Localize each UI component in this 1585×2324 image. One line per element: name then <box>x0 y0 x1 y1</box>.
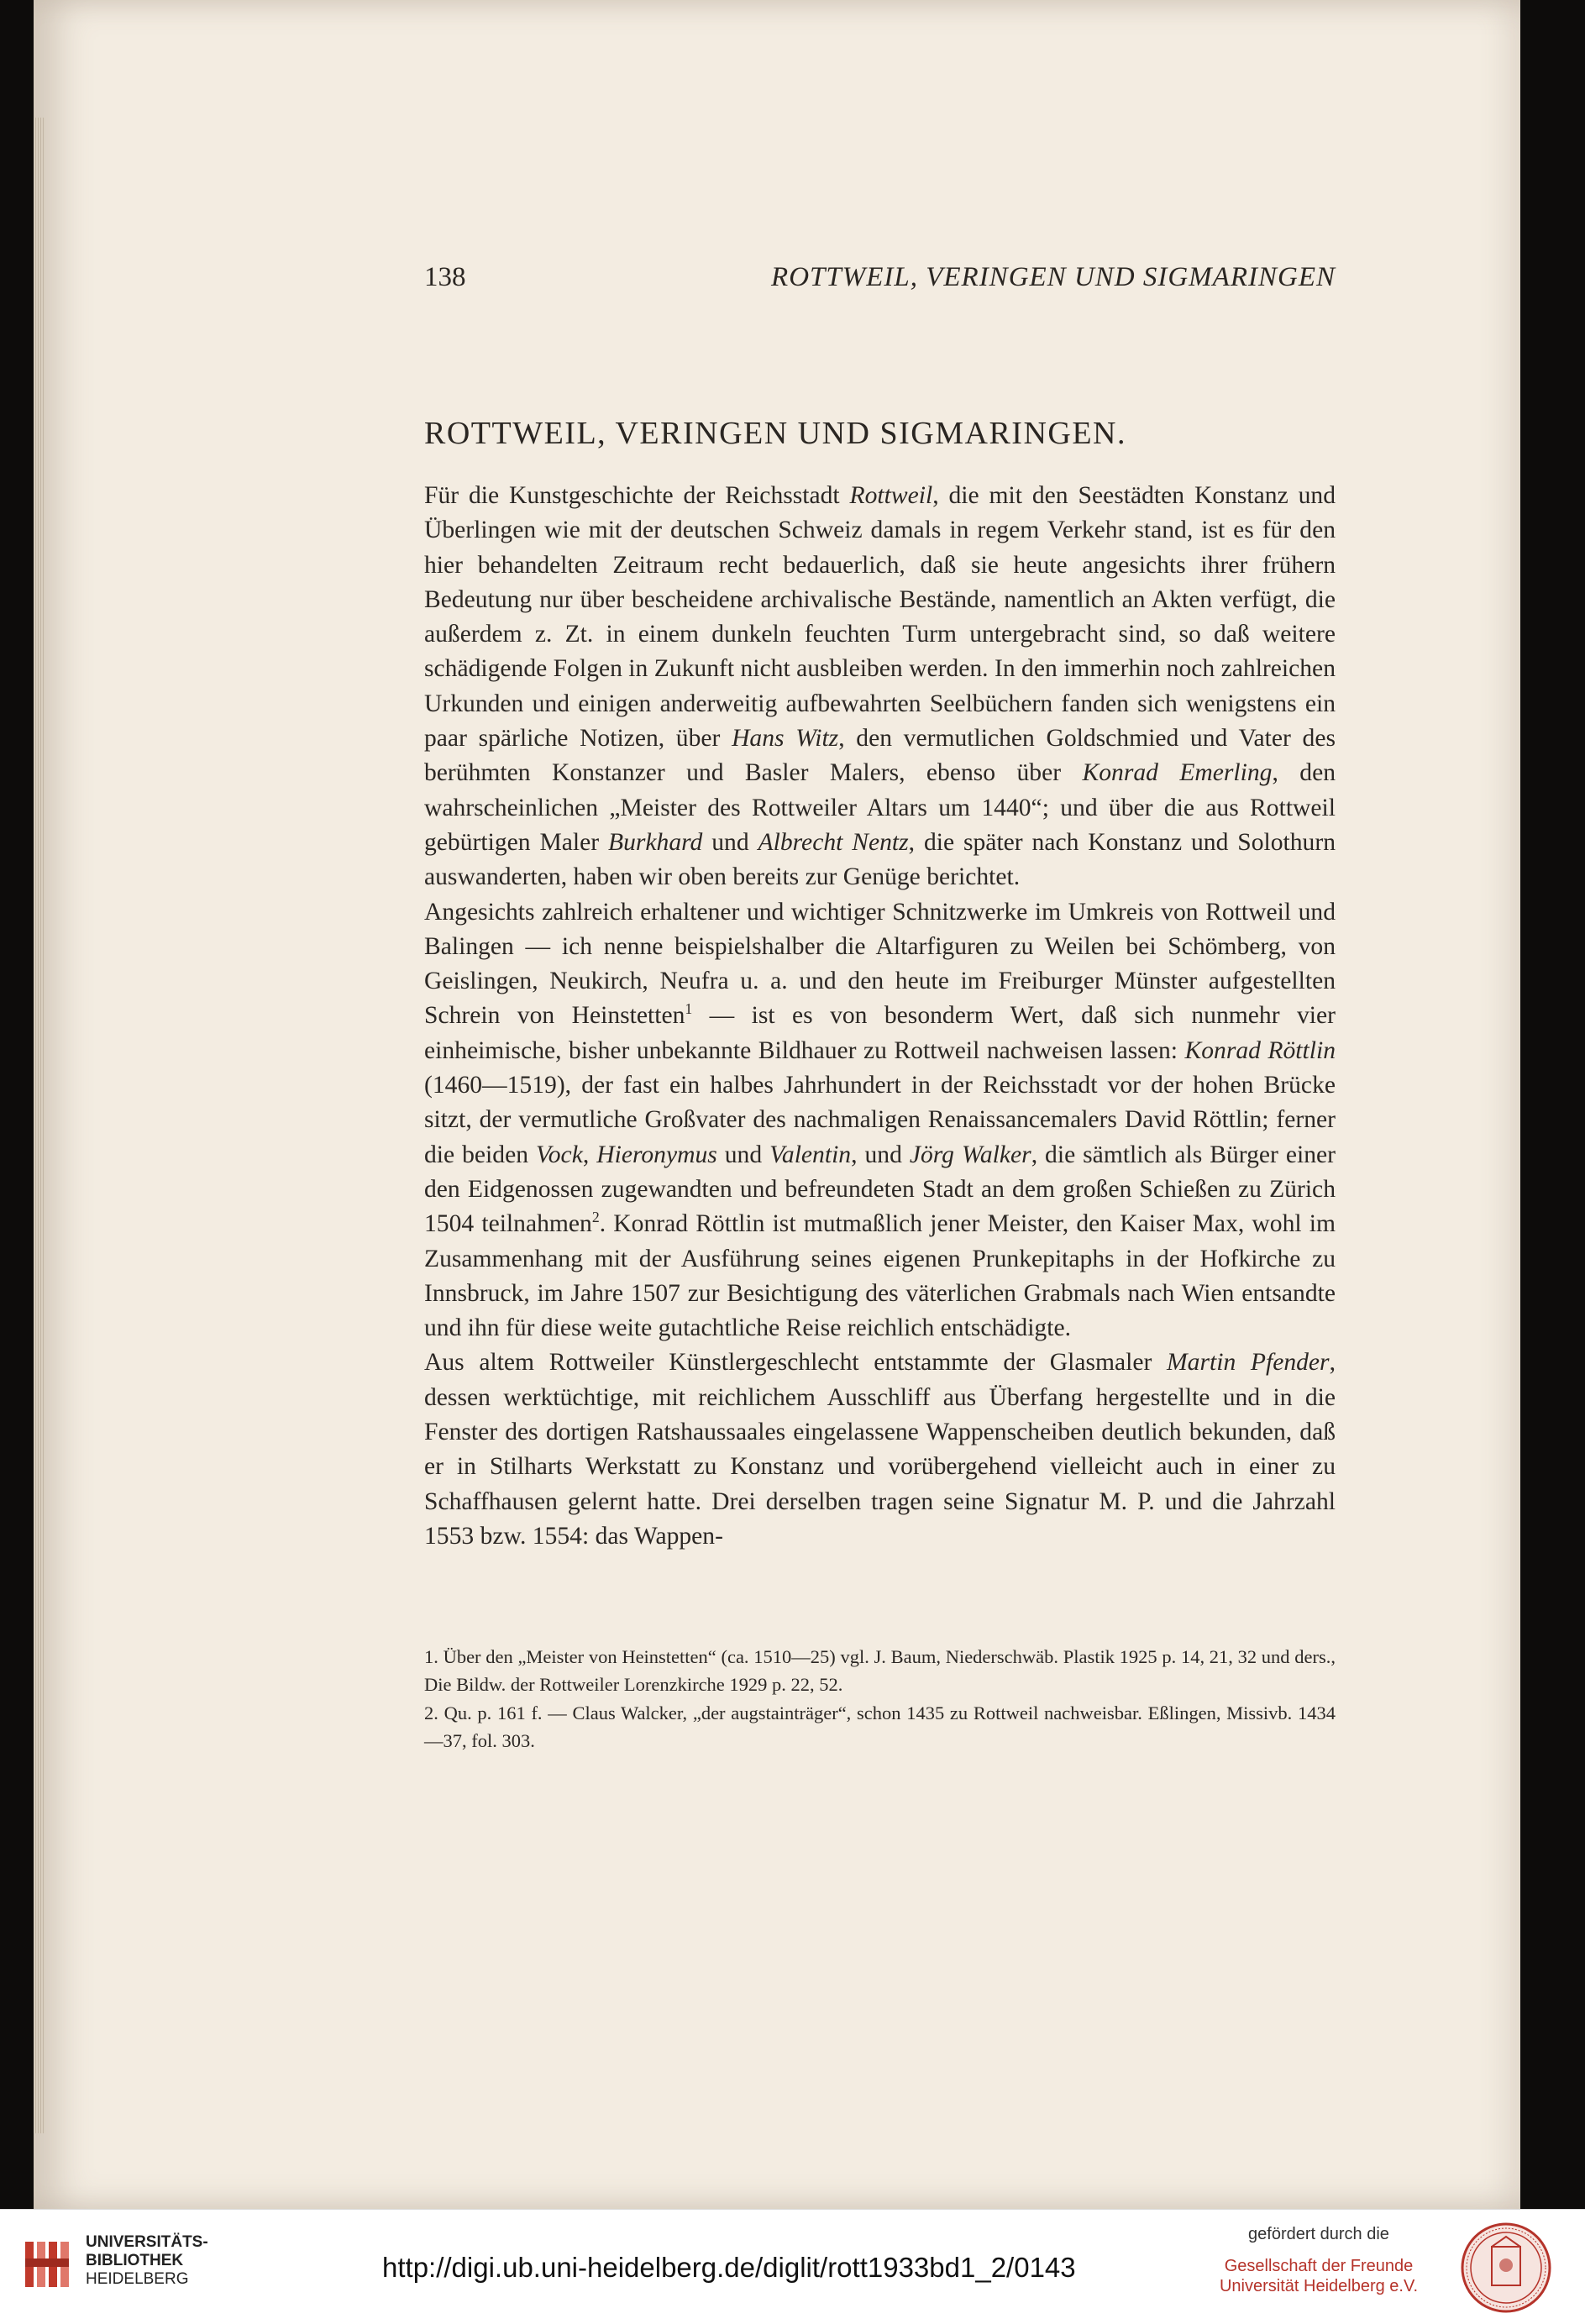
paragraph <box>424 479 1336 895</box>
name-italic: Jörg Walker <box>909 1141 1031 1168</box>
name-italic: Burkhard <box>608 828 703 856</box>
sponsor-info <box>1214 2225 1424 2296</box>
text-run: , <box>582 1141 597 1168</box>
text-run: , die später nach Konstanz und Solothurn auswanderten, haben wir oben bereits zur Genüge berichtet. <box>424 828 1336 891</box>
text-run: (1460—1519), der fast ein halbes Jahrhundert in der Reichsstadt vor der hohen Brücke sitzt, der vermutliche Großvater des nachmaligen Renaissancemalers David Röttlin; ferner die beiden <box>424 1072 1336 1168</box>
footnote-ref: 1 <box>685 1000 693 1018</box>
paragraph <box>424 895 1336 1346</box>
footnote-1: 1. Über den „Meister von Heinstetten“ (ca. 1510—25) vgl. J. Baum, Niederschwäb. Plastik 1925 p. 14, 21, 32 und ders., Die Bildw. der Rottweiler Lorenzkirche 1929 p. 22, 52. <box>424 1646 1336 1695</box>
text-run: , den wahrscheinlichen „Meister des Rottweiler Altars um 1440“; und über die aus Rottweil gebürtigen Maler <box>424 759 1336 856</box>
name-italic: Konrad Röttlin <box>1184 1036 1336 1064</box>
running-head <box>424 262 1336 304</box>
name-italic: Albrecht Nentz <box>758 828 909 856</box>
text-run: , den vermutlichen Goldschmied und Vater des berühmten Konstanzer und Basler Malers, ebenso über <box>424 725 1336 787</box>
text-run: — ist es von besonderm Wert, daß sich nunmehr vier einheimische, bisher unbekannte Bildhauer zu Rottweil nachweisen lassen: <box>424 1002 1336 1064</box>
text-run: Aus altem Rottweiler Künstlergeschlecht entstammte der Glasmaler <box>424 1349 1168 1377</box>
text-run: , dessen werktüchtige, mit reichlichem Ausschliff aus Überfang hergestellte und in die Fenster des dortigen Ratshaussaales eingelassene Wappenscheiben deutlich bekunden, daß er in Stilharts Werkstatt zu Konstanz und vorübergehend vielleicht auch in einer zu Schaffhausen gelernt hatte. Drei derselben tragen seine Signatur M. P. und die Jahrzahl 1553 bzw. 1554: das Wappen- <box>424 1349 1336 1550</box>
name-italic: Martin Pfender <box>1167 1349 1330 1377</box>
university-seal-icon <box>1460 2222 1552 2314</box>
name-italic: Hans Witz <box>732 725 839 753</box>
university-library-logo <box>18 2235 77 2294</box>
sponsor-label: gefördert durch die <box>1248 2225 1389 2243</box>
text-run: , die sämtlich als Bürger einer den Eidgenossen zugewandten und befreundeten Stadt an dem großen Schießen zu Zürich 1504 teilnahmen <box>424 1141 1336 1238</box>
text-run: und <box>702 828 758 856</box>
page-edges <box>34 118 45 2133</box>
text-run: und <box>716 1141 770 1168</box>
footnote-2: 2. Qu. p. 161 f. — Claus Walcker, „der augstainträger“, schon 1435 zu Rottweil nachweisbar. Eßlingen, Missivb. 1434—37, fol. 303. <box>424 1702 1336 1751</box>
chapter-title: ROTTWEIL, VERINGEN UND SIGMARINGEN. <box>424 416 1126 451</box>
name-italic: Valentin <box>769 1141 852 1168</box>
name-italic: Vock <box>535 1141 583 1168</box>
library-name: UNIVERSITÄTS- BIBLIOTHEK HEIDELBERG <box>86 2233 208 2288</box>
name-italic: Rottweil <box>849 482 933 509</box>
permalink-url[interactable]: http://digi.ub.uni-heidelberg.de/diglit/rott1933bd1_2/0143 <box>382 2252 1076 2283</box>
footnote-ref: 2 <box>591 1209 600 1226</box>
footnotes <box>424 1643 1336 1755</box>
paragraph <box>424 1346 1336 1554</box>
page-number: 138 <box>424 262 466 292</box>
body-text <box>424 479 1336 1554</box>
text-run: Für die Kunstgeschichte der Reichsstadt <box>424 482 850 509</box>
text-run: , und <box>851 1141 910 1168</box>
running-title: ROTTWEIL, VERINGEN UND SIGMARINGEN <box>771 262 1336 292</box>
text-run: , die mit den Seestädten Konstanz und Überlingen wie mit der deutschen Schweiz damals in regem Verkehr stand, ist es für den hier behandelten Zeitraum recht bedauerlich, daß sie heute angesichts ihrer frühern Bedeutung nur über bescheidene archivalische Bestände, namentlich an Akten verfügt, die außerdem z. Zt. in einem dunkeln feuchten Turm untergebracht sind, so daß weitere schädigende Folgen in Zukunft nicht ausbleiben werden. In den immerhin noch zahlreichen Urkunden und einigen anderweitig aufbewahrten Seelbüchern fanden sich wenigstens ein paar spärliche Notizen, über <box>424 482 1336 753</box>
name-italic: Konrad Emerling <box>1082 759 1273 787</box>
sponsor-org: Gesellschaft der Freunde Universität Heidelberg e.V. <box>1219 2257 1419 2295</box>
viewer-footer <box>0 2209 1585 2324</box>
name-italic: Hieronymus <box>596 1141 717 1168</box>
text-run: . Konrad Röttlin ist mutmaßlich jener Meister, den Kaiser Max, wohl im Zusammenhang mit der Ausführung seines eigenen Prunkepitaphs in der Hofkirche zu Innsbruck, im Jahre 1507 zur Besichtigung des väterlichen Grabmals nach Wien entsandte und ihn für diese weite gutachtliche Reise reichlich entschädigte. <box>424 1210 1336 1342</box>
text-run: Angesichts zahlreich erhaltener und wichtiger Schnitzwerke im Umkreis von Rottweil und Balingen — ich nenne beispielshalber die Altarfiguren zu Weilen bei Schömberg, von Geislingen, Neukirch, Neufra u. a. und den heute im Freiburger Münster aufgestellten Schrein von Heinstetten <box>424 898 1336 1030</box>
